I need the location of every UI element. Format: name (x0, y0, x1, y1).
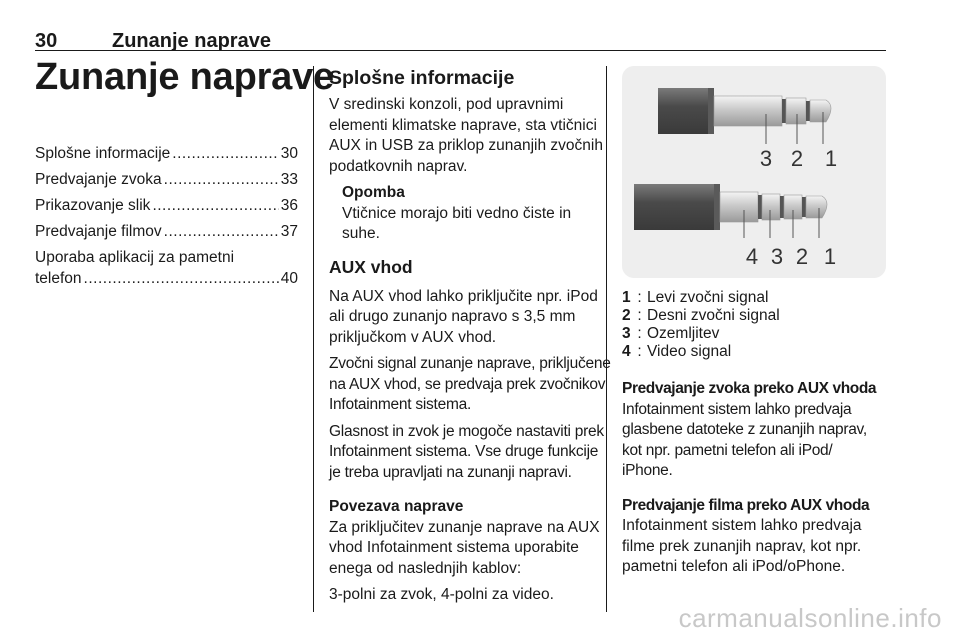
legend-text: Levi zvočni signal (647, 289, 769, 306)
pin-label: 3 (770, 244, 784, 269)
toc-leader (84, 268, 279, 289)
cables-text: 3-polni za zvok, 4-polni za video. (329, 586, 554, 603)
aux-paragraph-2: Zvočni signal zunanje naprave, priključene na AUX vhod, se predvaja prek zvočnikov Infotainment sistema. (329, 355, 611, 413)
pin-label: 2 (790, 146, 804, 171)
film-aux-text: Infotainment sistem lahko predvaja filme prek zunanjih naprav, kot npr. pametni telefon ali iPod/oPhone. (622, 517, 862, 575)
column-divider-left (313, 66, 314, 612)
toc-item-page: 33 (280, 171, 298, 188)
toc-item-page: 37 (280, 223, 298, 240)
legend-text: Video signal (647, 343, 732, 360)
film-aux-block (622, 496, 886, 578)
pin-legend (622, 289, 886, 361)
legend-number: 4 (622, 343, 631, 360)
pin-label: 4 (745, 244, 759, 269)
audio-aux-heading: Predvajanje zvoka preko AUX vhoda (622, 380, 877, 397)
toc-item[interactable] (35, 221, 298, 242)
jack-plug-diagram (622, 66, 886, 278)
toc-item-title: Splošne informacije (35, 145, 171, 162)
toc-item-title: Predvajanje zvoka (35, 171, 162, 188)
toc-item-title-line1: Uporaba aplikacij za pametni (35, 249, 235, 266)
plug-tip-icon (806, 196, 827, 218)
legend-separator: : (637, 289, 642, 306)
section-heading-general: Splošne informacije (329, 67, 515, 89)
table-of-contents (35, 143, 298, 294)
toc-item[interactable] (35, 143, 298, 164)
toc-leader (164, 169, 279, 190)
plug-shaft-icon (720, 192, 758, 222)
note-text: Vtičnice morajo biti vedno čiste in suhe. (342, 204, 572, 242)
toc-item-title-line2: telefon (35, 270, 82, 287)
general-intro: V sredinski konzoli, pod upravnimi elementi klimatske naprave, sta vtičnici AUX in USB za priklop zunanjih zvočnih podatkovnih naprav. (329, 96, 603, 175)
plug-body-icon (634, 184, 714, 230)
legend-item (622, 325, 886, 343)
connect-heading: Povezava naprave (329, 498, 464, 515)
toc-item-title: Predvajanje filmov (35, 223, 162, 240)
toc-leader (172, 143, 278, 164)
pin-label: 3 (759, 146, 773, 171)
chapter-title: Zunanje naprave (35, 56, 334, 98)
jack-plug-figure (622, 66, 886, 278)
toc-leader (164, 221, 279, 242)
aux-paragraph-3: Glasnost in zvok je mogoče nastaviti prek Infotainment sistema. Vse druge funkcije je treba upravljati na zunanji napravi. (329, 422, 604, 481)
film-aux-heading: Predvajanje filma preko AUX vhoda (622, 496, 870, 514)
note-label: Opomba (342, 184, 405, 201)
legend-number: 1 (622, 289, 631, 306)
toc-item[interactable] (35, 195, 298, 216)
note-box (342, 183, 611, 245)
middle-column (329, 66, 611, 612)
legend-separator: : (637, 307, 642, 324)
connect-block (329, 497, 611, 606)
legend-number: 3 (622, 325, 631, 342)
pin-label: 2 (795, 244, 809, 269)
legend-item (622, 307, 886, 325)
plug-body-icon (658, 88, 708, 134)
toc-item[interactable] (35, 247, 298, 289)
legend-separator: : (637, 325, 642, 342)
toc-leader (152, 195, 278, 216)
right-column (622, 289, 886, 584)
page-number: 30 (35, 30, 58, 52)
section-heading-aux: AUX vhod (329, 256, 413, 277)
plug-tip-icon (810, 100, 831, 122)
connect-text: Za priključitev zunanje naprave na AUX vhod Infotainment sistema uporabite enega od naslednjih kablov: (329, 518, 600, 577)
toc-item-page: 40 (280, 270, 298, 287)
legend-separator: : (637, 343, 642, 360)
plug-shaft-icon (714, 96, 782, 126)
legend-item (622, 343, 886, 361)
toc-item-page: 30 (280, 145, 298, 162)
legend-text: Ozemljitev (647, 325, 720, 342)
legend-number: 2 (622, 307, 631, 324)
pin-label: 1 (824, 146, 838, 171)
legend-item (622, 289, 886, 307)
watermark: carmanualsonline.info (678, 603, 942, 633)
aux-paragraph-1: Na AUX vhod lahko priključite npr. iPod ali drugo zunanjo napravo s 3,5 mm priključkom v AUX vhod. (329, 287, 598, 346)
toc-item-page: 36 (280, 197, 298, 214)
pin-label: 1 (823, 244, 837, 269)
legend-text: Desni zvočni signal (647, 307, 780, 324)
audio-aux-text: Infotainment sistem lahko predvaja glasbene datoteke z zunanjih naprav, kot npr. pametni telefon ali iPod/ iPhone. (622, 400, 867, 479)
toc-item-title: Prikazovanje slik (35, 197, 151, 214)
toc-item[interactable] (35, 169, 298, 190)
running-title: Zunanje naprave (112, 30, 271, 52)
header-rule (35, 50, 886, 51)
audio-aux-block (622, 379, 886, 482)
